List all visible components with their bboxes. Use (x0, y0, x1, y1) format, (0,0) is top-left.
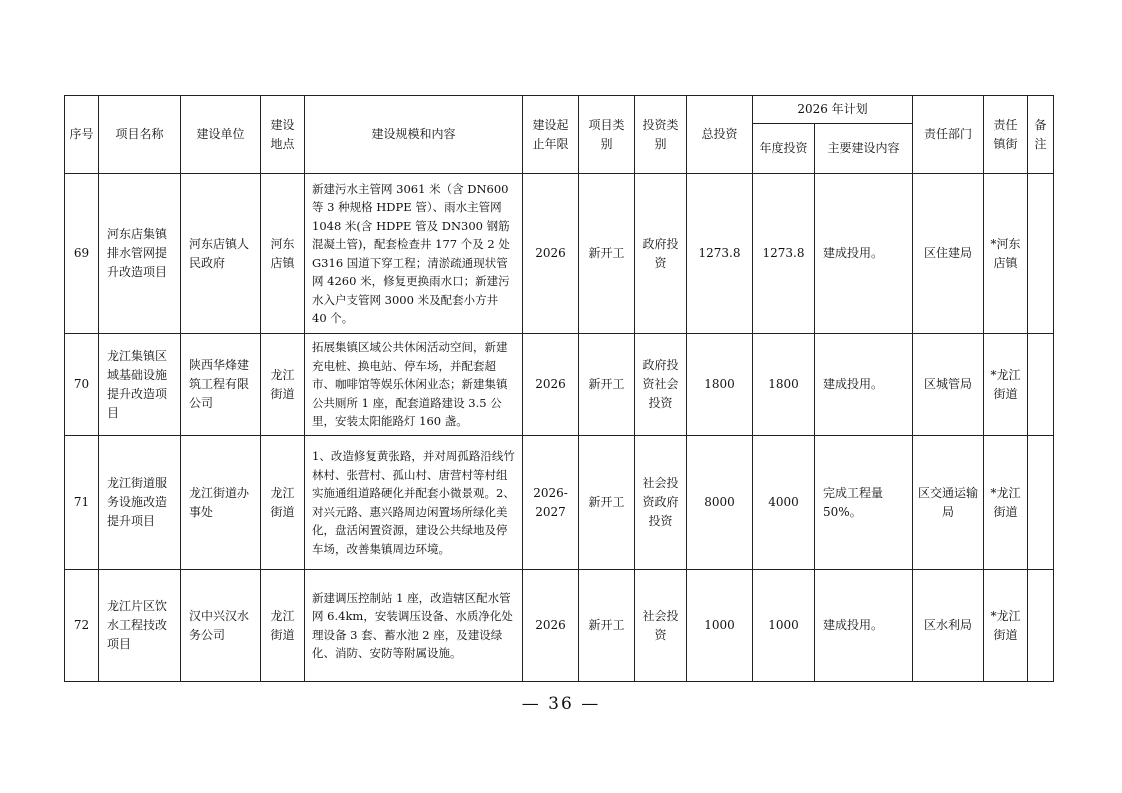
cell-note (1028, 570, 1054, 682)
cell-annual: 1000 (753, 570, 815, 682)
cell-category: 新开工 (579, 436, 635, 570)
cell-main-content: 完成工程量 50%。 (815, 436, 913, 570)
header-category: 项目类别 (579, 96, 635, 174)
cell-scope: 1、改造修复黄张路，并对周孤路沿线竹林村、张营村、孤山村、唐营村等村组实施通组道路硬化并配套小微景观。2、对兴元路、惠兴路周边闲置场所绿化美化，盘活闲置资源，建设公共绿地及停车场，改善集镇周边环境。 (305, 436, 523, 570)
cell-years: 2026 (523, 570, 579, 682)
cell-unit: 河东店镇人民政府 (181, 174, 261, 334)
cell-category: 新开工 (579, 334, 635, 436)
cell-category: 新开工 (579, 570, 635, 682)
table-row (65, 570, 1054, 682)
cell-total: 8000 (687, 436, 753, 570)
cell-seq: 70 (65, 334, 99, 436)
cell-dept: 区城管局 (913, 334, 984, 436)
header-years: 建设起止年限 (523, 96, 579, 174)
header-dept: 责任部门 (913, 96, 984, 174)
header-street: 责任镇街 (984, 96, 1028, 174)
header-name: 项目名称 (99, 96, 181, 174)
cell-name: 龙江集镇区域基础设施提升改造项目 (99, 334, 181, 436)
header-plan-group: 2026 年计划 (753, 96, 913, 124)
cell-years: 2026-2027 (523, 436, 579, 570)
cell-seq: 69 (65, 174, 99, 334)
cell-main-content: 建成投用。 (815, 334, 913, 436)
cell-name: 河东店集镇排水管网提升改造项目 (99, 174, 181, 334)
header-total: 总投资 (687, 96, 753, 174)
cell-note (1028, 174, 1054, 334)
table-row (65, 174, 1054, 334)
cell-years: 2026 (523, 334, 579, 436)
cell-invest-type: 社会投资 (635, 570, 687, 682)
page-number: — 36 — (521, 694, 601, 714)
cell-note (1028, 436, 1054, 570)
cell-place: 龙江街道 (261, 436, 305, 570)
header-main-content: 主要建设内容 (815, 124, 913, 174)
cell-name: 龙江片区饮水工程技改项目 (99, 570, 181, 682)
header-annual: 年度投资 (753, 124, 815, 174)
header-seq: 序号 (65, 96, 99, 174)
cell-scope: 拓展集镇区域公共休闲活动空间，新建充电桩、换电站、停车场，并配套超市、咖啡馆等娱乐休闲业态；新建集镇公共厕所 1 座，配套道路建设 3.5 公里，安装太阳能路灯 160 盏。 (305, 334, 523, 436)
cell-main-content: 建成投用。 (815, 174, 913, 334)
cell-unit: 陕西华烽建筑工程有限公司 (181, 334, 261, 436)
header-note: 备注 (1028, 96, 1054, 174)
cell-street: *河东店镇 (984, 174, 1028, 334)
cell-dept: 区水利局 (913, 570, 984, 682)
cell-dept: 区住建局 (913, 174, 984, 334)
cell-annual: 4000 (753, 436, 815, 570)
cell-invest-type: 政府投资 (635, 174, 687, 334)
cell-scope: 新建调压控制站 1 座，改造辖区配水管网 6.4km，安装调压设备、水质净化处理设备 3 套、蓄水池 2 座，及建设绿化、消防、安防等附属设施。 (305, 570, 523, 682)
cell-seq: 71 (65, 436, 99, 570)
cell-note (1028, 334, 1054, 436)
cell-annual: 1800 (753, 334, 815, 436)
table-row (65, 334, 1054, 436)
header-row-top (65, 96, 1054, 124)
cell-main-content: 建成投用。 (815, 570, 913, 682)
cell-street: *龙江街道 (984, 436, 1028, 570)
cell-invest-type: 社会投资政府投资 (635, 436, 687, 570)
cell-years: 2026 (523, 174, 579, 334)
cell-place: 龙江街道 (261, 570, 305, 682)
cell-place: 河东店镇 (261, 174, 305, 334)
cell-name: 龙江街道服务设施改造提升项目 (99, 436, 181, 570)
cell-seq: 72 (65, 570, 99, 682)
cell-total: 1273.8 (687, 174, 753, 334)
cell-unit: 汉中兴汉水务公司 (181, 570, 261, 682)
header-scope: 建设规模和内容 (305, 96, 523, 174)
cell-dept: 区交通运输局 (913, 436, 984, 570)
cell-place: 龙江街道 (261, 334, 305, 436)
cell-unit: 龙江街道办事处 (181, 436, 261, 570)
cell-street: *龙江街道 (984, 570, 1028, 682)
cell-invest-type: 政府投资社会投资 (635, 334, 687, 436)
cell-total: 1000 (687, 570, 753, 682)
table-row (65, 436, 1054, 570)
cell-total: 1800 (687, 334, 753, 436)
header-place: 建设地点 (261, 96, 305, 174)
project-plan-table (64, 95, 1054, 682)
header-unit: 建设单位 (181, 96, 261, 174)
cell-category: 新开工 (579, 174, 635, 334)
cell-street: *龙江街道 (984, 334, 1028, 436)
header-invest-type: 投资类别 (635, 96, 687, 174)
cell-scope: 新建污水主管网 3061 米（含 DN600 等 3 种规格 HDPE 管）、雨水主管网 1048 米(含 HDPE 管及 DN300 钢筋混凝土管)，配套检查井 177 个及 2 处 G316 国道下穿工程；清淤疏通现状管网 4260 米，修复更换雨水口；新建污水入户支管网 3000 米及配套小方井 40 个。 (305, 174, 523, 334)
cell-annual: 1273.8 (753, 174, 815, 334)
